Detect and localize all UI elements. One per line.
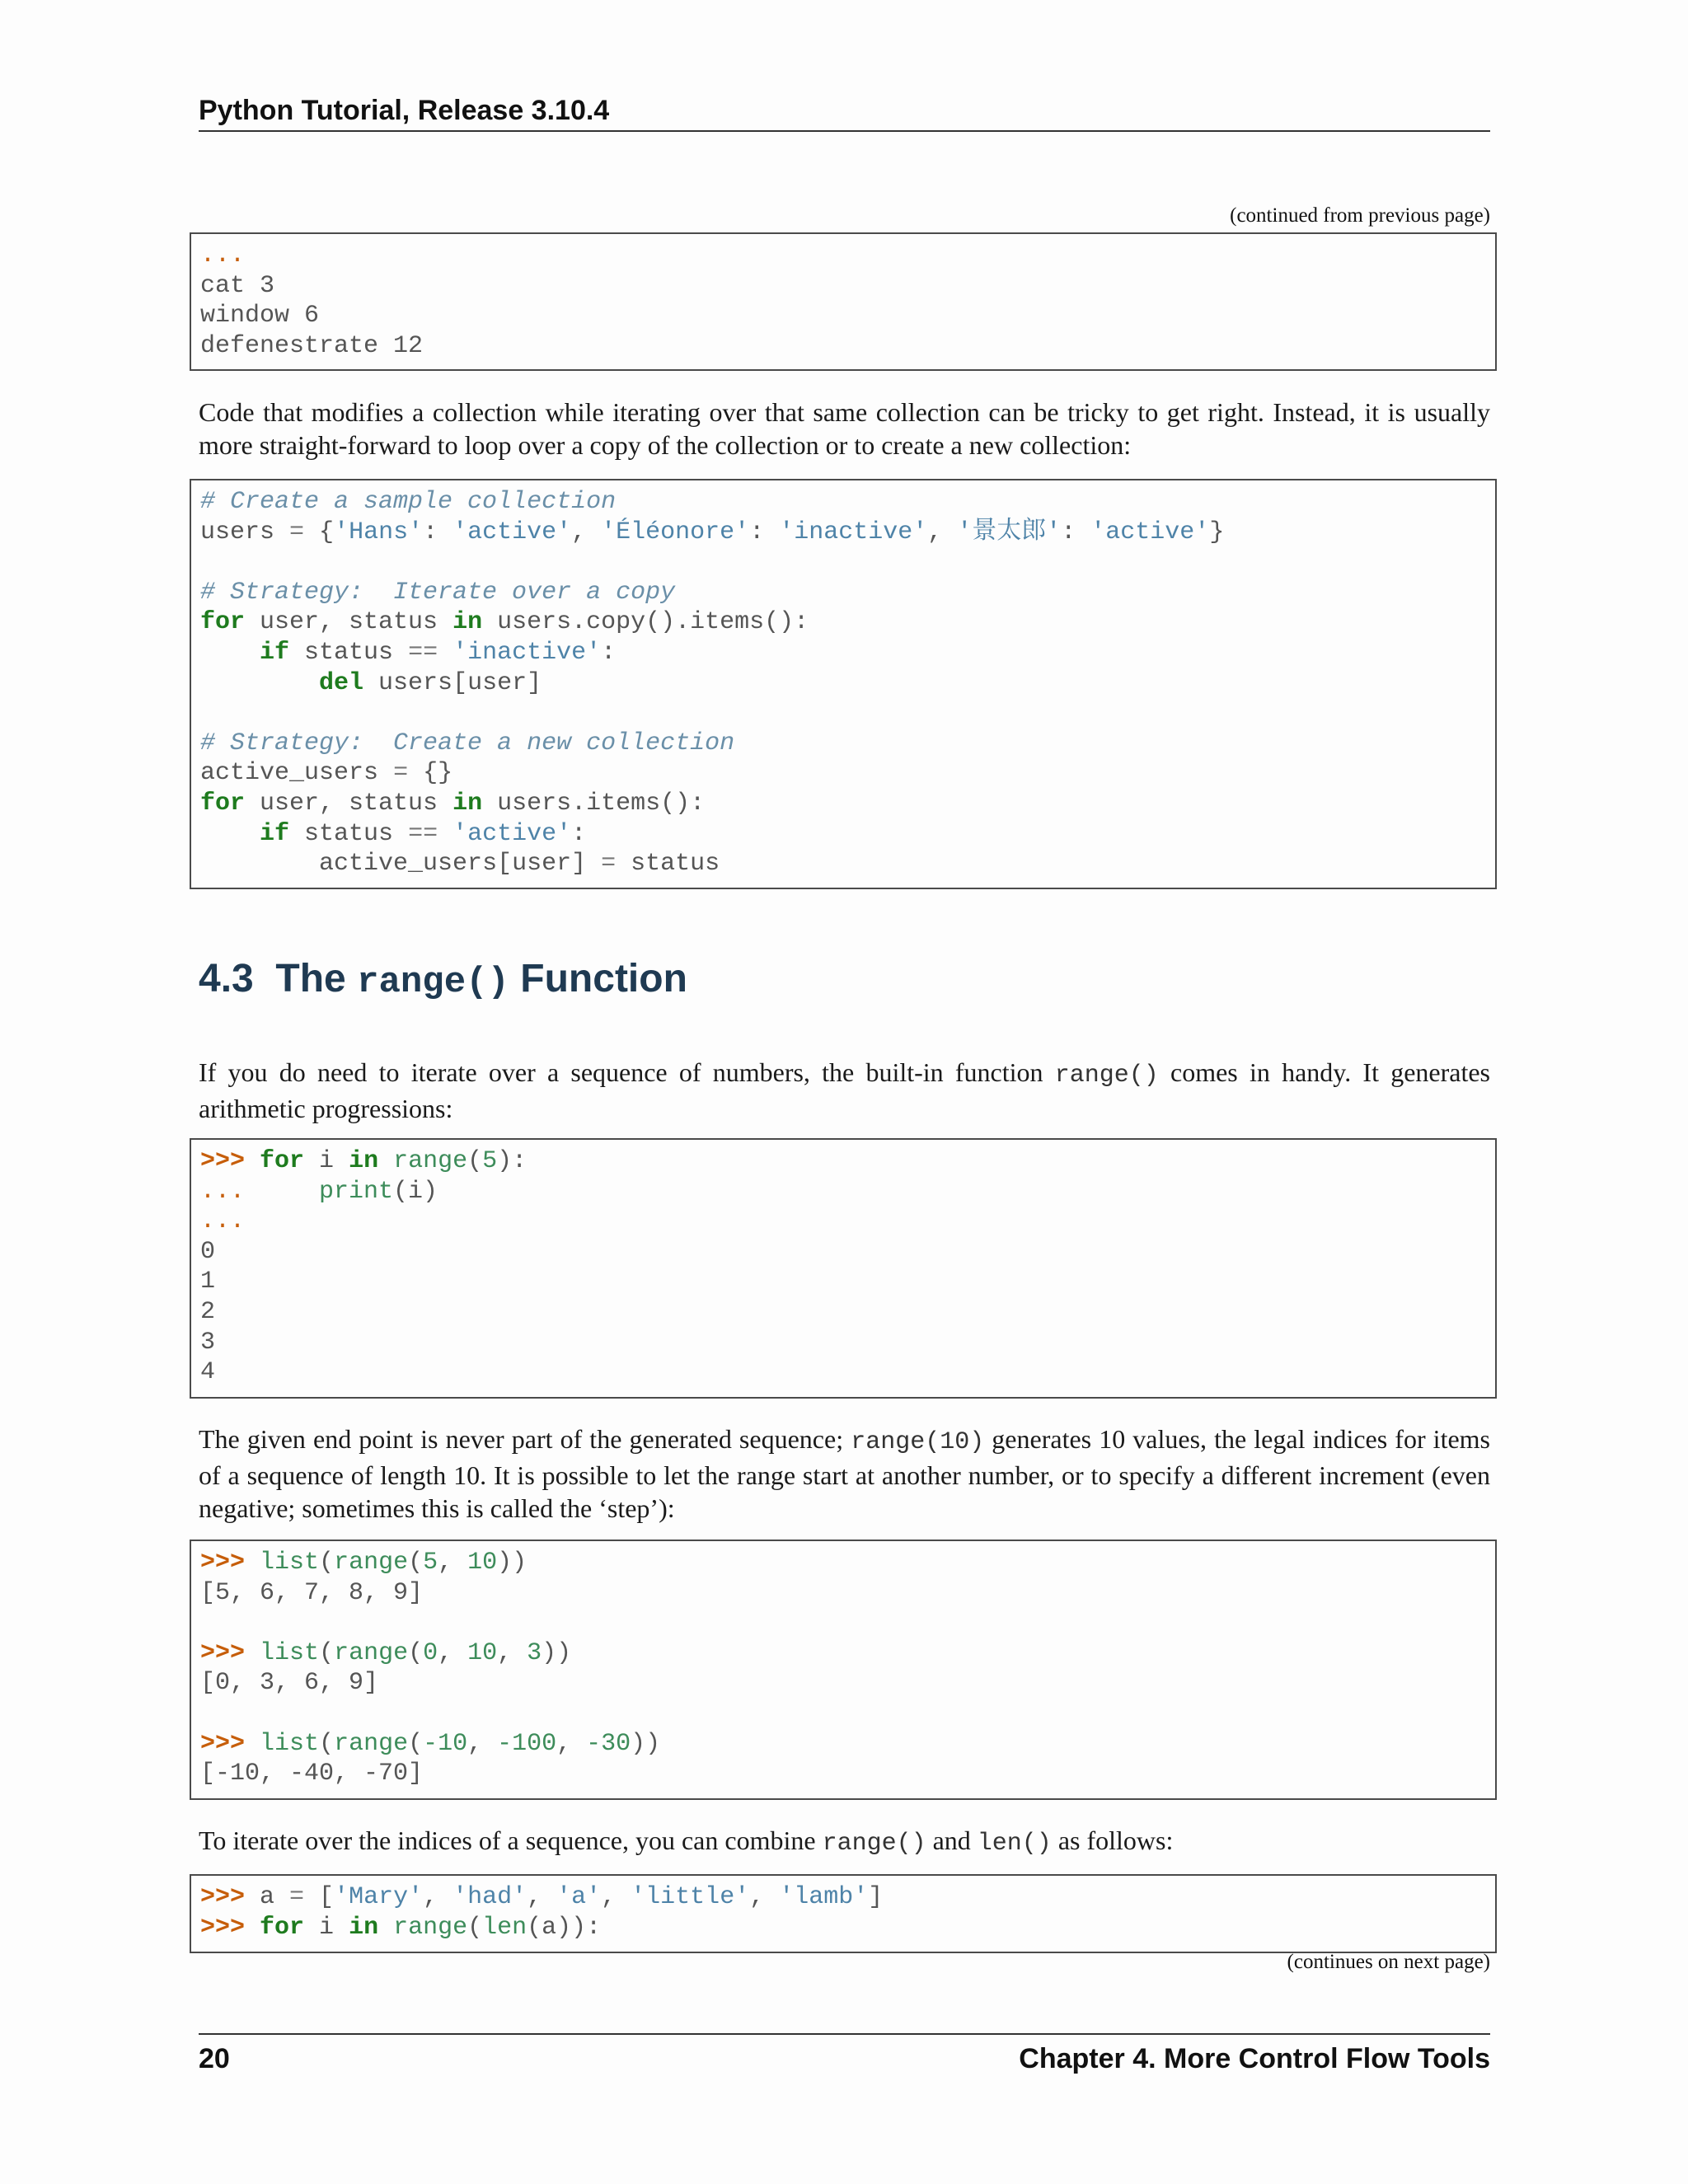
output-line: 4 <box>200 1358 216 1387</box>
code-text: a <box>245 1883 290 1911</box>
output-line: [0, 3, 6, 9] <box>200 1669 379 1698</box>
code-block-output <box>190 232 1497 371</box>
code-block-range-loop <box>190 1138 1497 1399</box>
builtin: list <box>260 1638 320 1667</box>
output-line: [-10, -40, -70] <box>200 1760 424 1788</box>
code-line <box>200 668 1495 699</box>
code-line: >>> a = ['Mary', 'had', 'a', 'little', 'lamb'] <box>200 1883 884 1911</box>
number: 5 <box>423 1549 438 1577</box>
code-line: >>> list(range(0, 10, 3)) <box>200 1638 572 1667</box>
inline-code: len() <box>977 1830 1052 1858</box>
continues-note: (continues on next page) <box>1287 1951 1490 1973</box>
builtin: range <box>334 1638 409 1667</box>
output-line: 0 <box>200 1237 216 1266</box>
chapter-title: Chapter 4. More Control Flow Tools <box>1019 2043 1490 2074</box>
paragraph-range-end <box>199 1422 1490 1525</box>
running-header <box>199 92 1490 132</box>
code-line <box>200 789 1495 819</box>
page-number: 20 <box>199 2043 230 2074</box>
code-line: >>> list(range(5, 10)) <box>200 1549 528 1577</box>
inline-code: range(10) <box>851 1428 985 1456</box>
code-text: i <box>304 1147 349 1175</box>
continued-note: (continued from previous page) <box>1230 204 1490 227</box>
code-comment: # Strategy: Iterate over a copy <box>200 578 676 607</box>
keyword: in <box>452 789 483 818</box>
code-line: if status == 'inactive': <box>260 638 617 667</box>
code-line: >>> list(range(-10, -100, -30)) <box>200 1729 661 1758</box>
keyword: for <box>200 608 246 637</box>
number: 10 <box>467 1549 498 1577</box>
code-line: >>> for i in range(5): <box>200 1147 528 1175</box>
number: 3 <box>527 1638 542 1667</box>
prompt: >>> <box>200 1147 246 1175</box>
number: -30 <box>586 1729 631 1758</box>
keyword: in <box>349 1913 379 1942</box>
paragraph-range-intro <box>199 1056 1490 1125</box>
builtin: list <box>260 1549 320 1577</box>
code-string: 'active' <box>452 819 572 848</box>
code-string: 'inactive' <box>452 638 602 667</box>
code-string: 'had' <box>452 1883 528 1911</box>
code-block-range-list <box>190 1540 1497 1800</box>
number: -10 <box>423 1729 468 1758</box>
builtin: range <box>334 1549 409 1577</box>
continuation-prompt: ... <box>200 1207 246 1236</box>
code-string: '景太郎' <box>957 518 1062 546</box>
code-comment: # Create a sample collection <box>200 488 617 516</box>
keyword: if <box>260 638 290 667</box>
continuation-prompt: ... <box>200 1177 246 1206</box>
text: as follows: <box>1051 1825 1174 1855</box>
section-title-text: The <box>275 957 346 1001</box>
builtin: range <box>393 1913 468 1942</box>
code-text: status <box>289 819 409 848</box>
keyword: del <box>319 668 364 697</box>
builtin: len <box>482 1913 528 1942</box>
code-line: active_users = {} <box>200 759 453 788</box>
builtin: range <box>393 1147 468 1175</box>
code-text: status <box>289 638 409 667</box>
code-string: 'Mary' <box>334 1883 424 1911</box>
keyword: in <box>452 608 483 637</box>
section-title-code: range() <box>357 962 509 1003</box>
code-string: 'lamb' <box>779 1883 869 1911</box>
text: comes in handy. It generates arithmetic progressions: <box>199 1057 1490 1123</box>
output-line: 2 <box>200 1297 216 1326</box>
code-text: users.copy().items(): <box>482 608 809 637</box>
code-string: 'inactive' <box>779 518 928 546</box>
keyword: for <box>200 789 246 818</box>
paragraph-collection-copy: Code that modifies a collection while iterating over that same collection can be tricky to get right. Instead, it is usually more straight-forward to loop over a copy of the collection or to create a new collection: <box>199 397 1490 460</box>
code-line: cat 3 <box>200 271 275 300</box>
prompt: >>> <box>200 1638 246 1667</box>
keyword: if <box>260 819 290 848</box>
section-number: 4.3 <box>199 957 254 1001</box>
keyword: for <box>260 1147 305 1175</box>
page-footer <box>199 2033 1490 2074</box>
code-text: status <box>616 850 720 879</box>
code-line: >>> for i in range(len(a)): <box>200 1913 602 1942</box>
code-string: 'active' <box>1090 518 1210 546</box>
code-identifier: users <box>200 518 275 546</box>
code-line: if status == 'active': <box>260 819 587 848</box>
section-heading <box>199 956 687 1003</box>
text: generates 10 values, the legal indices for items of a sequence of length 10. It is possible to let the range start at another number, or to specify a different increment (even negative; sometimes this is called the ‘step’): <box>199 1424 1491 1523</box>
code-text: (a)): <box>527 1913 602 1942</box>
text: The given end point is never part of the generated sequence; <box>199 1424 851 1454</box>
inline-code: range() <box>1054 1062 1159 1090</box>
prompt: >>> <box>200 1729 246 1758</box>
document-title: Python Tutorial, Release 3.10.4 <box>199 95 610 126</box>
prompt: >>> <box>200 1913 246 1942</box>
text: To iterate over the indices of a sequence, you can combine <box>199 1825 823 1855</box>
prompt: >>> <box>200 1883 246 1911</box>
section-title-text: Function <box>520 957 687 1001</box>
code-line <box>200 607 1495 638</box>
code-string: 'Hans' <box>334 518 424 546</box>
code-block-collection <box>190 479 1497 889</box>
builtin: print <box>319 1177 394 1206</box>
number: 5 <box>482 1147 498 1175</box>
number: 0 <box>423 1638 438 1667</box>
code-text: (i) <box>393 1177 438 1206</box>
builtin: list <box>260 1729 320 1758</box>
paragraph-indices <box>199 1824 1490 1860</box>
keyword: in <box>349 1147 379 1175</box>
inline-code: range() <box>822 1830 926 1858</box>
code-block-indices <box>190 1874 1497 1953</box>
output-line: 3 <box>200 1328 216 1357</box>
continuation-prompt: ... <box>200 241 246 269</box>
number: 10 <box>467 1638 498 1667</box>
code-line: defenestrate 12 <box>200 331 424 360</box>
code-line: window 6 <box>200 302 320 330</box>
prompt: >>> <box>200 1549 246 1577</box>
code-line <box>200 1177 1495 1207</box>
code-string: 'active' <box>452 518 572 546</box>
code-line: active_users[user] = status <box>319 850 720 879</box>
keyword: for <box>260 1913 305 1942</box>
text: and <box>926 1825 978 1855</box>
output-line: [5, 6, 7, 8, 9] <box>200 1578 424 1607</box>
code-string: 'a' <box>556 1883 602 1911</box>
number: -100 <box>497 1729 557 1758</box>
code-string: 'little' <box>631 1883 750 1911</box>
code-text: active_users[user] <box>319 850 602 879</box>
code-text: i <box>304 1913 349 1942</box>
code-text: users[user] <box>363 668 542 697</box>
code-text: user, status <box>245 789 453 818</box>
code-line: users = {'Hans': 'active', 'Éléonore': 'inactive', '景太郎': 'active'} <box>200 518 1225 546</box>
builtin: range <box>334 1729 409 1758</box>
code-string: 'Éléonore' <box>601 518 750 546</box>
output-line: 1 <box>200 1268 216 1296</box>
code-comment: # Strategy: Create a new collection <box>200 729 735 757</box>
code-text: users.items(): <box>482 789 706 818</box>
code-identifier: active_users <box>200 759 379 788</box>
code-text: user, status <box>245 608 453 637</box>
text: If you do need to iterate over a sequence of numbers, the built-in function <box>199 1057 1055 1087</box>
